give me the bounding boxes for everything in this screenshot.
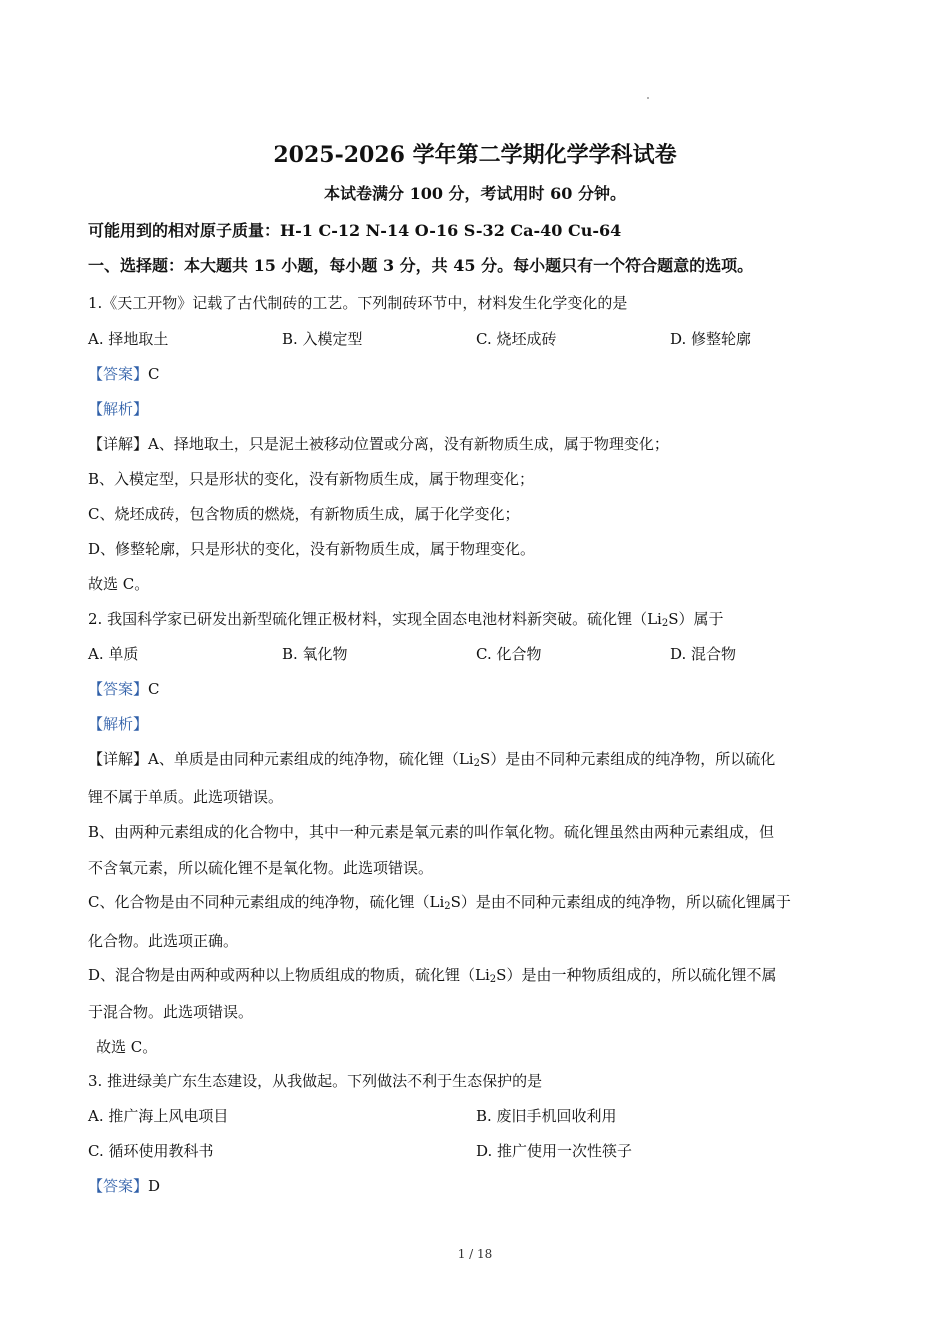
subscript: 2	[473, 758, 480, 769]
q2-detail-a-cont: 锂不属于单质。此选项错误。	[88, 788, 284, 806]
q3-option-b: B. 废旧手机回收利用	[476, 1107, 617, 1125]
q1-answer-value: C	[148, 365, 160, 383]
answer-tag: 【答案】	[88, 365, 149, 383]
section-heading: 一、选择题：本大题共 15 小题，每小题 3 分，共 45 分。每小题只有一个符合题意的选项。	[88, 256, 754, 275]
q2-option-a: A. 单质	[88, 645, 139, 663]
q2-detail-c-text-end: S）是由不同种元素组成的纯净物，所以硫化锂属于	[450, 893, 791, 911]
q1-conclusion: 故选 C。	[88, 575, 150, 593]
q3-stem: 3. 推进绿美广东生态建设，从我做起。下列做法不利于生态保护的是	[88, 1072, 543, 1090]
q3-answer	[88, 1176, 160, 1196]
q1-option-d: D. 修整轮廓	[670, 330, 752, 348]
q2-answer	[88, 679, 160, 699]
q2-option-d: D. 混合物	[670, 645, 737, 663]
analysis-tag: 【解析】	[88, 715, 149, 733]
q3-answer-value: D	[148, 1177, 161, 1195]
q2-detail-c-text: C、化合物是由不同种元素组成的纯净物，硫化锂（Li	[88, 893, 445, 911]
exam-title: 2025-2026 学年第二学期化学学科试卷	[273, 142, 677, 168]
q2-detail-d-text-end: S）是由一种物质组成的，所以硫化锂不属	[496, 966, 777, 984]
q2-detail-d	[88, 965, 776, 990]
q1-detail-c: C、烧坯成砖，包含物质的燃烧，有新物质生成，属于化学变化；	[88, 505, 520, 523]
subscript: 2	[661, 618, 669, 629]
detail-tag: 【详解】	[88, 750, 149, 768]
q1-answer	[88, 364, 160, 384]
exam-subtitle: 本试卷满分 100 分，考试用时 60 分钟。	[324, 184, 626, 203]
q2-analysis	[88, 714, 148, 734]
analysis-tag: 【解析】	[88, 400, 149, 418]
q2-option-c: C. 化合物	[476, 645, 542, 663]
q2-answer-value: C	[148, 680, 160, 698]
q2-stem-text-end: S）属于	[668, 610, 724, 628]
q2-stem-text: 2. 我国科学家已研发出新型硫化锂正极材料，实现全固态电池材料新突破。硫化锂（Li	[88, 610, 662, 628]
q2-conclusion: 故选 C。	[96, 1038, 158, 1056]
q1-detail-b: B、入模定型，只是形状的变化，没有新物质生成，属于物理变化；	[88, 470, 535, 488]
q1-detail-a-text: A、择地取土，只是泥土被移动位置或分离，没有新物质生成，属于物理变化；	[148, 435, 669, 453]
q2-detail-a	[88, 749, 775, 774]
q2-detail-c	[88, 892, 791, 917]
q2-detail-d-cont: 于混合物。此选项错误。	[88, 1003, 254, 1021]
q2-detail-d-text: D、混合物是由两种或两种以上物质组成的物质，硫化锂（Li	[88, 966, 490, 984]
q2-detail-c-cont: 化合物。此选项正确。	[88, 932, 239, 950]
q2-stem	[88, 609, 724, 634]
q3-option-c: C. 循环使用教科书	[88, 1142, 214, 1160]
scan-dot	[647, 97, 649, 99]
answer-tag: 【答案】	[88, 680, 149, 698]
subscript: 2	[444, 901, 451, 912]
q1-option-a: A. 择地取土	[88, 330, 169, 348]
q2-detail-b-cont: 不含氧元素，所以硫化锂不是氧化物。此选项错误。	[88, 859, 434, 877]
q2-detail-a-text: A、单质是由同种元素组成的纯净物，硫化锂（Li	[148, 750, 474, 768]
subscript: 2	[489, 974, 497, 985]
q1-analysis	[88, 399, 148, 419]
q1-option-b: B. 入模定型	[282, 330, 363, 348]
q2-detail-b: B、由两种元素组成的化合物中，其中一种元素是氧元素的叫作氧化物。硫化锂虽然由两种元素组成，但	[88, 823, 775, 841]
q3-option-d: D. 推广使用一次性筷子	[476, 1142, 633, 1160]
q1-detail-d: D、修整轮廓，只是形状的变化，没有新物质生成，属于物理变化。	[88, 540, 536, 558]
answer-tag: 【答案】	[88, 1177, 149, 1195]
q1-stem: 1.《天工开物》记载了古代制砖的工艺。下列制砖环节中，材料发生化学变化的是	[88, 294, 628, 312]
q2-detail-a-text-end: S）是由不同种元素组成的纯净物，所以硫化	[479, 750, 776, 768]
detail-tag: 【详解】	[88, 435, 149, 453]
page-number: 1 / 18	[457, 1247, 493, 1261]
atomic-masses: 可能用到的相对原子质量：H-1 C-12 N-14 O-16 S-32 Ca-40 Cu-64	[88, 221, 622, 240]
q1-option-c: C. 烧坯成砖	[476, 330, 557, 348]
q1-detail-a	[88, 434, 669, 454]
q2-option-b: B. 氧化物	[282, 645, 348, 663]
q3-option-a: A. 推广海上风电项目	[88, 1107, 229, 1125]
